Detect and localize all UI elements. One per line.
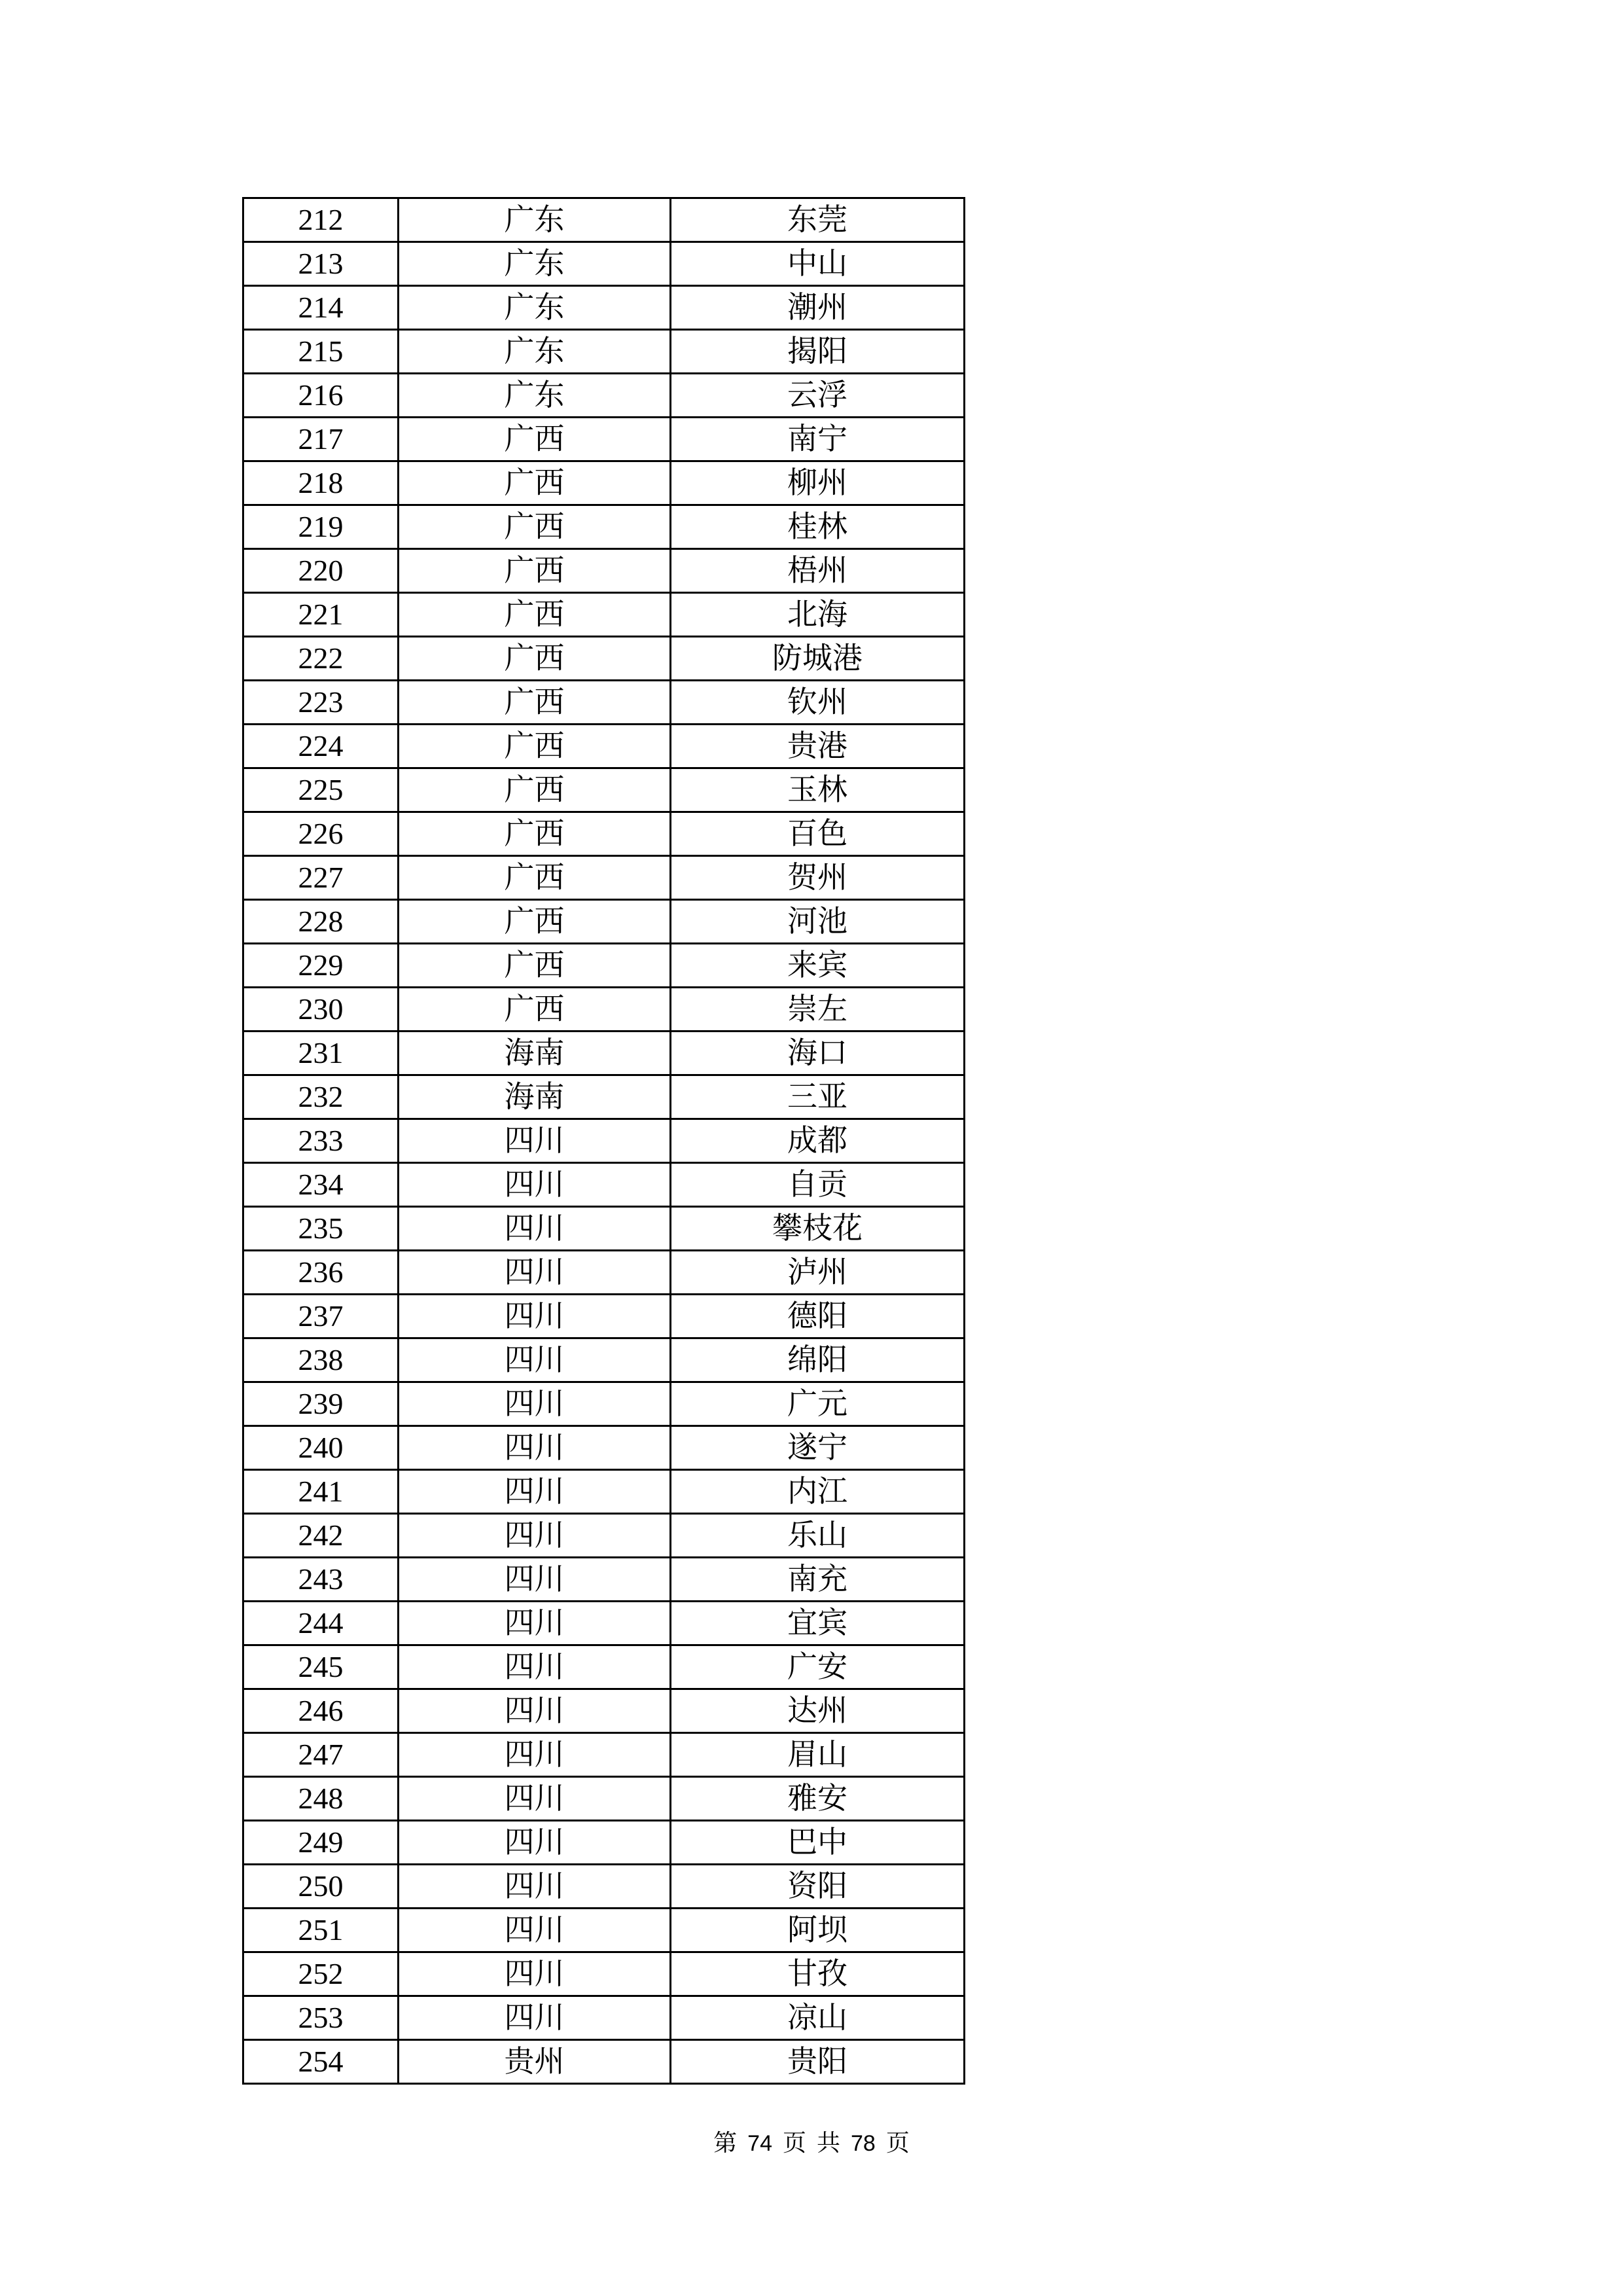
city-cell: 中山 [671, 242, 965, 286]
province-cell: 四川 [399, 1207, 671, 1251]
table-row [243, 505, 965, 549]
footer-total-pages: 78 [851, 2131, 876, 2156]
province-cell: 四川 [399, 1645, 671, 1689]
row-number-cell: 238 [243, 1338, 399, 1382]
city-cell: 自贡 [671, 1163, 965, 1207]
row-number-cell: 221 [243, 593, 399, 637]
province-cell: 四川 [399, 1952, 671, 1996]
province-cell: 四川 [399, 1251, 671, 1295]
table-row [243, 1689, 965, 1733]
city-cell: 阿坝 [671, 1909, 965, 1952]
city-cell: 雅安 [671, 1777, 965, 1821]
row-number-cell: 233 [243, 1119, 399, 1163]
row-number-cell: 230 [243, 988, 399, 1031]
table-row [243, 900, 965, 944]
table-row [243, 1251, 965, 1295]
row-number-cell: 226 [243, 812, 399, 856]
row-number-cell: 218 [243, 461, 399, 505]
table-row [243, 637, 965, 681]
table-row [243, 1075, 965, 1119]
table-row [243, 1645, 965, 1689]
province-cell: 四川 [399, 1163, 671, 1207]
city-cell: 攀枝花 [671, 1207, 965, 1251]
province-cell: 四川 [399, 1909, 671, 1952]
province-cell: 广东 [399, 242, 671, 286]
city-cell: 凉山 [671, 1996, 965, 2040]
city-table-body [243, 198, 965, 2084]
table-row [243, 944, 965, 988]
table-row [243, 1602, 965, 1645]
city-cell: 广元 [671, 1382, 965, 1426]
table-row [243, 198, 965, 242]
table-row [243, 461, 965, 505]
city-cell: 潮州 [671, 286, 965, 330]
row-number-cell: 222 [243, 637, 399, 681]
province-cell: 四川 [399, 1996, 671, 2040]
city-cell: 玉林 [671, 768, 965, 812]
city-cell: 广安 [671, 1645, 965, 1689]
row-number-cell: 241 [243, 1470, 399, 1514]
province-cell: 海南 [399, 1031, 671, 1075]
table-row [243, 1996, 965, 2040]
table-row [243, 812, 965, 856]
city-cell: 河池 [671, 900, 965, 944]
table-row [243, 330, 965, 374]
row-number-cell: 213 [243, 242, 399, 286]
province-cell: 四川 [399, 1119, 671, 1163]
table-row [243, 768, 965, 812]
table-row [243, 2040, 965, 2084]
row-number-cell: 245 [243, 1645, 399, 1689]
province-cell: 四川 [399, 1338, 671, 1382]
province-cell: 广西 [399, 812, 671, 856]
province-cell: 四川 [399, 1821, 671, 1865]
city-cell: 资阳 [671, 1865, 965, 1909]
province-cell: 广东 [399, 330, 671, 374]
row-number-cell: 215 [243, 330, 399, 374]
city-cell: 泸州 [671, 1251, 965, 1295]
row-number-cell: 227 [243, 856, 399, 900]
city-cell: 桂林 [671, 505, 965, 549]
city-cell: 绵阳 [671, 1338, 965, 1382]
province-cell: 四川 [399, 1689, 671, 1733]
province-cell: 四川 [399, 1602, 671, 1645]
province-cell: 广西 [399, 856, 671, 900]
row-number-cell: 216 [243, 374, 399, 418]
row-number-cell: 252 [243, 1952, 399, 1996]
footer-prefix: 第 [713, 2130, 738, 2156]
province-cell: 四川 [399, 1865, 671, 1909]
province-cell: 四川 [399, 1470, 671, 1514]
city-cell: 内江 [671, 1470, 965, 1514]
table-row [243, 1031, 965, 1075]
city-cell: 揭阳 [671, 330, 965, 374]
province-cell: 广西 [399, 461, 671, 505]
city-cell: 南充 [671, 1558, 965, 1602]
city-cell: 巴中 [671, 1821, 965, 1865]
province-cell: 广西 [399, 637, 671, 681]
row-number-cell: 254 [243, 2040, 399, 2084]
city-cell: 成都 [671, 1119, 965, 1163]
province-cell: 四川 [399, 1295, 671, 1338]
province-cell: 广西 [399, 681, 671, 725]
province-cell: 贵州 [399, 2040, 671, 2084]
province-cell: 广西 [399, 768, 671, 812]
city-cell: 三亚 [671, 1075, 965, 1119]
table-row [243, 286, 965, 330]
city-cell: 德阳 [671, 1295, 965, 1338]
table-row [243, 1163, 965, 1207]
province-cell: 广东 [399, 198, 671, 242]
city-cell: 柳州 [671, 461, 965, 505]
table-row [243, 1909, 965, 1952]
province-cell: 广西 [399, 593, 671, 637]
footer-conjunction: 共 [817, 2130, 841, 2156]
table-row [243, 374, 965, 418]
province-cell: 广东 [399, 374, 671, 418]
row-number-cell: 225 [243, 768, 399, 812]
province-cell: 广西 [399, 549, 671, 593]
row-number-cell: 237 [243, 1295, 399, 1338]
city-cell: 甘孜 [671, 1952, 965, 1996]
table-row [243, 1558, 965, 1602]
city-cell: 南宁 [671, 418, 965, 461]
province-cell: 广西 [399, 725, 671, 768]
city-cell: 百色 [671, 812, 965, 856]
table-row [243, 856, 965, 900]
row-number-cell: 234 [243, 1163, 399, 1207]
table-row [243, 1514, 965, 1558]
city-cell: 东莞 [671, 198, 965, 242]
row-number-cell: 229 [243, 944, 399, 988]
row-number-cell: 232 [243, 1075, 399, 1119]
row-number-cell: 251 [243, 1909, 399, 1952]
city-cell: 眉山 [671, 1733, 965, 1777]
province-cell: 广西 [399, 505, 671, 549]
city-cell: 遂宁 [671, 1426, 965, 1470]
province-cell: 广西 [399, 900, 671, 944]
row-number-cell: 240 [243, 1426, 399, 1470]
table-row [243, 1821, 965, 1865]
row-number-cell: 228 [243, 900, 399, 944]
row-number-cell: 247 [243, 1733, 399, 1777]
table-row [243, 1207, 965, 1251]
province-cell: 四川 [399, 1558, 671, 1602]
row-number-cell: 224 [243, 725, 399, 768]
row-number-cell: 242 [243, 1514, 399, 1558]
city-cell: 云浮 [671, 374, 965, 418]
row-number-cell: 212 [243, 198, 399, 242]
row-number-cell: 214 [243, 286, 399, 330]
city-cell: 贵港 [671, 725, 965, 768]
row-number-cell: 223 [243, 681, 399, 725]
row-number-cell: 253 [243, 1996, 399, 2040]
province-cell: 四川 [399, 1733, 671, 1777]
city-cell: 钦州 [671, 681, 965, 725]
province-cell: 海南 [399, 1075, 671, 1119]
footer-current-page: 74 [747, 2131, 772, 2156]
city-cell: 防城港 [671, 637, 965, 681]
city-cell: 贺州 [671, 856, 965, 900]
row-number-cell: 235 [243, 1207, 399, 1251]
province-cell: 四川 [399, 1382, 671, 1426]
province-cell: 广西 [399, 944, 671, 988]
city-cell: 乐山 [671, 1514, 965, 1558]
row-number-cell: 246 [243, 1689, 399, 1733]
row-number-cell: 243 [243, 1558, 399, 1602]
footer-page-word-2: 页 [885, 2130, 910, 2156]
city-cell: 来宾 [671, 944, 965, 988]
table-row [243, 1952, 965, 1996]
table-row [243, 1119, 965, 1163]
city-cell: 北海 [671, 593, 965, 637]
province-cell: 广东 [399, 286, 671, 330]
city-cell: 贵阳 [671, 2040, 965, 2084]
row-number-cell: 220 [243, 549, 399, 593]
row-number-cell: 231 [243, 1031, 399, 1075]
row-number-cell: 219 [243, 505, 399, 549]
province-cell: 广西 [399, 988, 671, 1031]
table-row [243, 1338, 965, 1382]
table-row [243, 1865, 965, 1909]
row-number-cell: 248 [243, 1777, 399, 1821]
table-row [243, 681, 965, 725]
table-row [243, 1733, 965, 1777]
table-row [243, 549, 965, 593]
table-row [243, 1295, 965, 1338]
footer-page-word: 页 [782, 2130, 806, 2156]
province-city-table [242, 197, 965, 2085]
city-cell: 梧州 [671, 549, 965, 593]
province-cell: 四川 [399, 1777, 671, 1821]
row-number-cell: 236 [243, 1251, 399, 1295]
table-row [243, 1382, 965, 1426]
table-row [243, 593, 965, 637]
province-cell: 四川 [399, 1514, 671, 1558]
province-cell: 四川 [399, 1426, 671, 1470]
city-cell: 达州 [671, 1689, 965, 1733]
city-cell: 崇左 [671, 988, 965, 1031]
row-number-cell: 249 [243, 1821, 399, 1865]
table-row [243, 1470, 965, 1514]
table-row [243, 418, 965, 461]
row-number-cell: 250 [243, 1865, 399, 1909]
page-footer [0, 2131, 1623, 2155]
province-cell: 广西 [399, 418, 671, 461]
row-number-cell: 217 [243, 418, 399, 461]
table-row [243, 1426, 965, 1470]
table-row [243, 725, 965, 768]
city-cell: 宜宾 [671, 1602, 965, 1645]
city-cell: 海口 [671, 1031, 965, 1075]
table-row [243, 988, 965, 1031]
row-number-cell: 239 [243, 1382, 399, 1426]
table-row [243, 242, 965, 286]
table-row [243, 1777, 965, 1821]
row-number-cell: 244 [243, 1602, 399, 1645]
